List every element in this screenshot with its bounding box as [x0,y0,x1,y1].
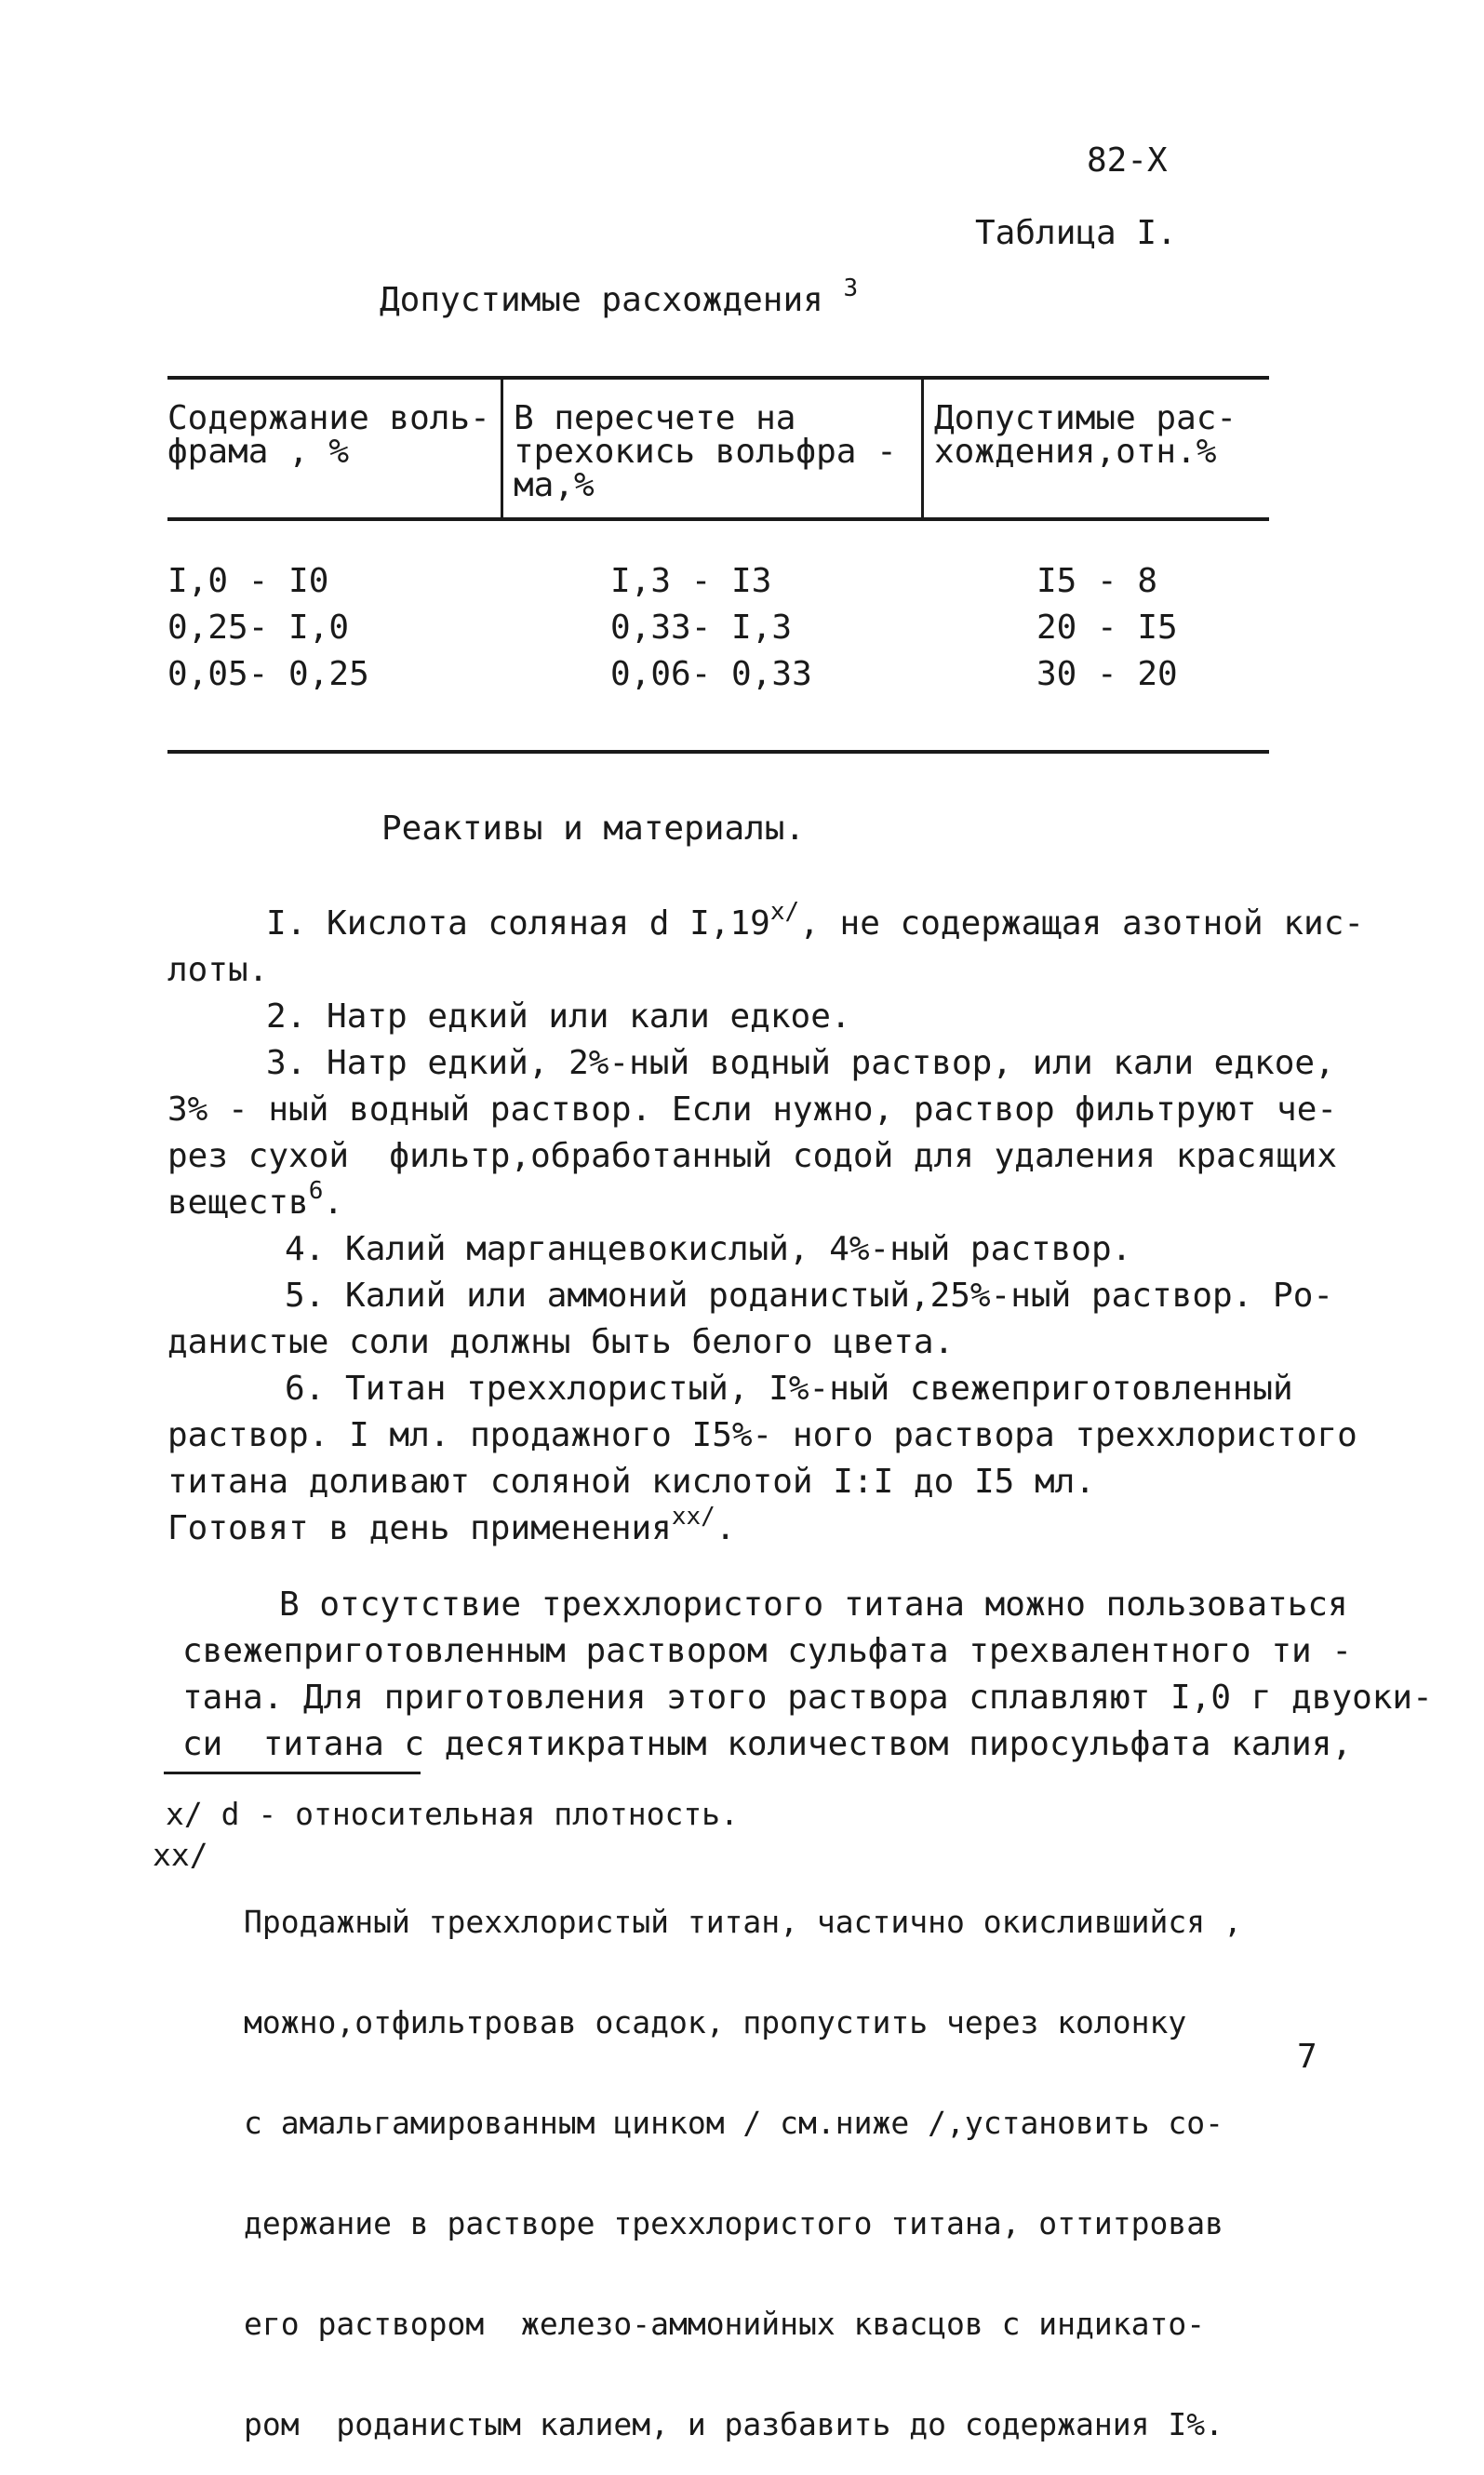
paragraph-line-4: си титана с десятикратным количеством пиросульфата калия, [182,1725,1353,1763]
table-title-text: Допустимые расхождения [380,281,823,319]
table-row-2-content: 0,25- I,0 [167,609,350,647]
header-cell-line: трехокись вольфра - [514,433,897,471]
reagent-text: Готовят в день применения [167,1509,672,1547]
paragraph-line-2: свежеприготовленным раствором сульфата трехвалентного ти - [182,1632,1353,1670]
reagent-item-5-line2: данистые соли должны быть белого цвета. [167,1323,955,1361]
footnote-2-body [244,1839,1242,2475]
paragraph-line-3: тана. Для приготовления этого раствора сплавляют I,0 г двуоки- [182,1679,1433,1717]
footnote-ref: x/ [769,898,800,926]
header-cell-line: Содержание воль- [167,399,490,437]
reagent-text: I. Кислота соляная d I,19 [266,904,770,943]
table-column-divider-2 [921,380,924,517]
table-header-content [167,399,490,471]
reagent-item-3-line4 [167,1177,344,1226]
reagent-item-3-line3: рез сухой фильтр,обработанный содой для удаления красящих [167,1137,1338,1175]
table-title-sup: 3 [843,274,859,302]
footnote-line: можно,отфильтровав осадок, пропустить через колонку [244,2004,1187,2040]
reagent-item-6-line2: раствор. I мл. продажного I5%- ного раствора треххлористого [167,1416,1357,1454]
reagent-item-6-line4 [167,1505,736,1552]
table-row-3-deviation: 30 - 20 [1036,655,1178,693]
footnote-line: с амальгамированным цинком / см.ниже /,установить со- [244,2105,1223,2141]
table-row-1-trioxide: I,3 - I3 [610,562,772,600]
table-top-rule [167,376,1269,380]
paragraph-line-1: В отсутствие треххлористого титана можно пользоваться [279,1585,1348,1624]
reagent-item-5: 5. Калий или аммоний роданистый,25%-ный раствор. Ро- [285,1277,1334,1315]
header-cell-line: В пересчете на [514,399,796,437]
reagent-item-6: 6. Титан треххлористый, I%-ный свежеприготовленный [285,1370,1293,1408]
table-header-deviation [934,399,1237,471]
reagent-item-1-cont: лоты. [167,951,269,989]
reagent-text: , не содержащая азотной кис- [799,904,1365,943]
footnote-1 [166,1798,739,1831]
footnote-line: держание в растворе треххлористого титана, оттитровав [244,2205,1223,2241]
table-bottom-rule [167,750,1269,754]
reagent-item-6-line3: титана доливают соляной кислотой I:I до I5 мл. [167,1463,1095,1501]
footnote-text: d - относительная плотность. [221,1796,739,1832]
footnote-line: Продажный треххлористый титан, частично окислившийся , [244,1904,1242,1940]
section-heading: Реактивы и материалы. [381,809,806,848]
table-row-1-deviation: I5 - 8 [1036,562,1158,600]
table-row-2-deviation: 20 - I5 [1036,609,1178,647]
footnote-mark: x/ [166,1796,203,1832]
footnote-separator [164,1772,421,1774]
table-header-rule [167,517,1269,521]
reagent-text: . [323,1184,344,1222]
footnote-line: его раствором железо-аммонийных квасцов с индикато- [244,2306,1206,2342]
reagent-item-2: 2. Натр едкий или кали едкое. [266,997,851,1036]
header-cell-line: Допустимые рас- [934,399,1237,437]
reagent-text: веществ [167,1184,309,1222]
reagent-item-3-line2: 3% - ный водный раствор. Если нужно, раствор фильтруют че- [167,1090,1338,1129]
table-row-3-content: 0,05- 0,25 [167,655,369,693]
document-code: 82-X [1087,141,1168,180]
table-title [380,274,859,324]
table-column-divider-1 [501,380,503,517]
footnote-ref: xx/ [671,1503,715,1531]
reagent-item-3: 3. Натр едкий, 2%-ный водный раствор, или кали едкое, [266,1044,1335,1082]
reagent-text: . [715,1509,736,1547]
table-row-1-content: I,0 - I0 [167,562,329,600]
reagent-item-1 [266,898,1365,947]
header-cell-line: хождения,отн.% [934,433,1217,471]
footnote-2-mark: xx/ [153,1837,208,1873]
footnote-ref: 6 [308,1177,324,1205]
table-label: Таблица I. [975,214,1177,252]
reagent-item-4: 4. Калий марганцевокислый, 4%-ный раствор. [285,1230,1132,1268]
page-number: 7 [1297,2038,1317,2076]
header-cell-line: фрама , % [167,433,350,471]
table-row-3-trioxide: 0,06- 0,33 [610,655,812,693]
footnote-line: ром роданистым калием, и разбавить до содержания I%. [244,2406,1223,2442]
header-cell-line: ма,% [514,466,595,504]
table-row-2-trioxide: 0,33- I,3 [610,609,793,647]
table-header-trioxide [514,399,897,504]
